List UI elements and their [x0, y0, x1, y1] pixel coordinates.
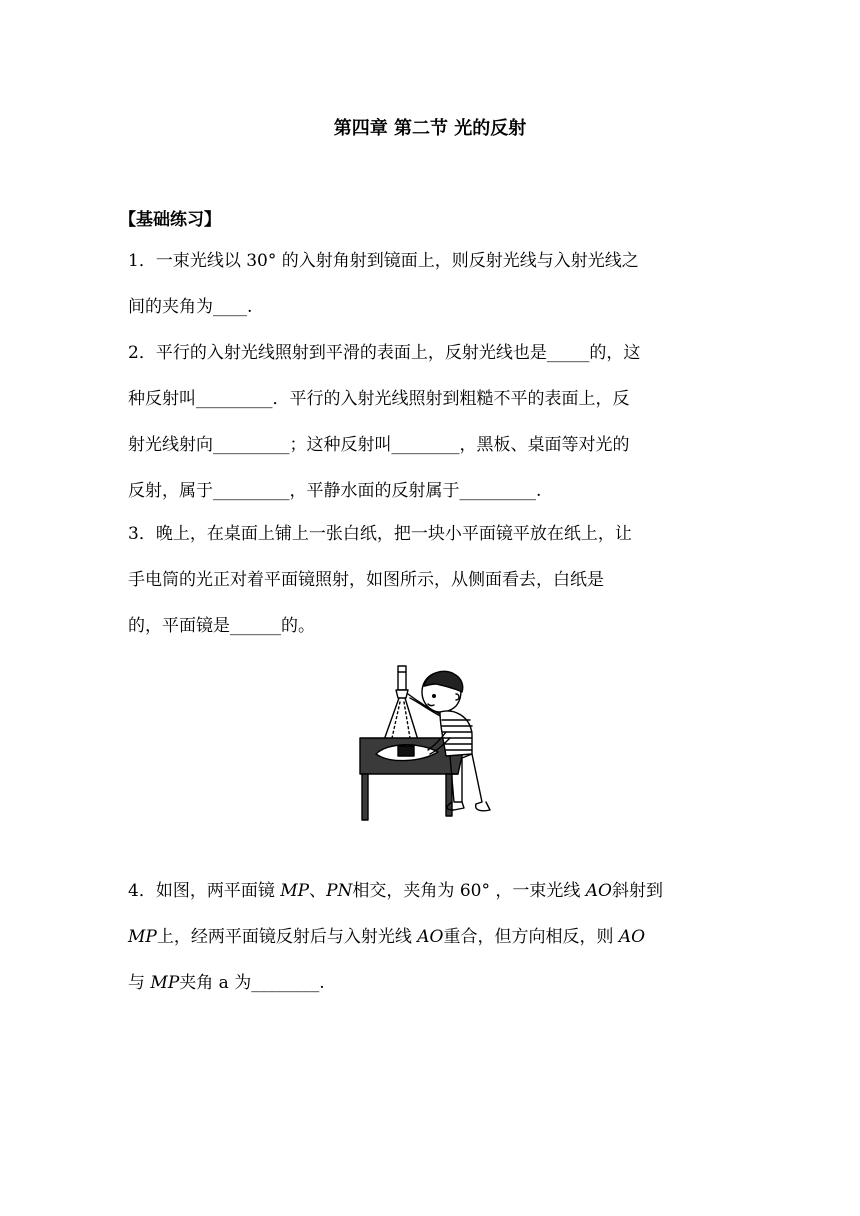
question-4-line-3 — [128, 960, 734, 1006]
question-2-line-1: 2．平行的入射光线照射到平滑的表面上，反射光线也是_____的，这 — [128, 343, 641, 363]
question-4-line-1 — [128, 868, 734, 914]
question-4 — [128, 868, 734, 1006]
q4-label-ao: AO — [585, 881, 612, 901]
boy-flashlight-mirror-illustration — [358, 662, 503, 822]
section-heading: 【基础练习】 — [119, 210, 221, 230]
q4-text: 4．如图，两平面镜 — [128, 881, 281, 901]
q4-text: 与 — [128, 973, 151, 993]
q4-label-pn: PN — [326, 881, 353, 901]
q4-text: 重合，但方向相反，则 — [443, 927, 619, 947]
q4-text: 、 — [309, 881, 327, 901]
page-title: 第四章 第二节 光的反射 — [333, 118, 527, 139]
q4-label-ao: AO — [417, 927, 444, 947]
question-3-line-2: 手电筒的光正对着平面镜照射，如图所示，从侧面看去，白纸是 — [128, 570, 604, 590]
question-2-line-4: 反射，属于_________，平静水面的反射属于_________. — [128, 481, 542, 501]
question-1 — [128, 238, 734, 330]
q4-label-mp: MP — [128, 927, 157, 947]
question-2-line-2: 种反射叫_________．平行的入射光线照射到粗糙不平的表面上，反 — [128, 389, 630, 409]
question-2 — [128, 330, 734, 514]
question-3-line-3: 的，平面镜是______的。 — [128, 616, 315, 636]
question-4-line-2 — [128, 914, 734, 960]
q4-text: 斜射到 — [611, 881, 663, 901]
q4-text: 上，经两平面镜反射后与入射光线 — [156, 927, 418, 947]
q4-text: 相交，夹角为 60° ，一束光线 — [352, 881, 586, 901]
q4-label-mp: MP — [280, 881, 310, 901]
question-3 — [128, 511, 734, 649]
question-1-line-1: 1．一束光线以 30° 的入射角射到镜面上，则反射光线与入射光线之 — [128, 251, 639, 271]
q4-text: 夹角 a 为________. — [179, 973, 325, 993]
q4-label-ao: AO — [618, 927, 646, 947]
question-1-line-2: 间的夹角为____. — [128, 297, 253, 317]
q4-label-mp: MP — [150, 973, 180, 993]
question-3-line-1: 3．晚上，在桌面上铺上一张白纸，把一块小平面镜平放在纸上，让 — [128, 524, 632, 544]
question-2-line-3: 射光线射向_________；这种反射叫________，黑板、桌面等对光的 — [128, 435, 630, 455]
